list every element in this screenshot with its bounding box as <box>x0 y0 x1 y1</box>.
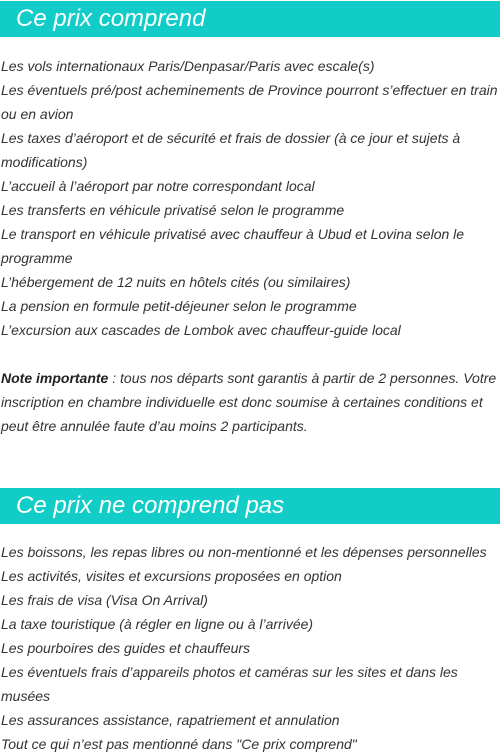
list-item: L’accueil à l’aéroport par notre correspondant local <box>1 178 315 194</box>
list-item: La pension en formule petit-déjeuner selon le programme <box>1 298 357 314</box>
list-item: Les éventuels frais d’appareils photos et caméras sur les sites et dans les musées <box>1 664 458 704</box>
list-item: L’excursion aux cascades de Lombok avec chauffeur-guide local <box>1 322 401 338</box>
list-item: Les transferts en véhicule privatisé selon le programme <box>1 202 345 218</box>
list-item: Les taxes d’aéroport et de sécurité et frais de dossier (à ce jour et sujets à modifications) <box>1 130 461 170</box>
list-item: Les boissons, les repas libres ou non-mentionné et les dépenses personnelles <box>1 544 487 560</box>
list-item: L’hébergement de 12 nuits en hôtels cités (ou similaires) <box>1 274 351 290</box>
note-text: : tous nos départs sont garantis à partir de 2 personnes. Votre inscription en chambre individuelle est donc soumise à certaines conditions et peut être annulée faute d’au moins 2 participants. <box>1 370 497 434</box>
list-item: Les assurances assistance, rapatriement et annulation <box>1 712 340 728</box>
excludes-list <box>0 540 500 756</box>
list-item: La taxe touristique (à régler en ligne ou à l’arrivée) <box>1 616 314 632</box>
list-item: Les éventuels pré/post acheminements de Province pourront s’effectuer en train ou en avion <box>1 82 498 122</box>
important-note <box>0 366 500 438</box>
list-item: Les frais de visa (Visa On Arrival) <box>1 592 208 608</box>
excludes-heading: Ce prix ne comprend pas <box>0 488 500 524</box>
list-item: Les activités, visites et excursions proposées en option <box>1 568 342 584</box>
list-item: Le transport en véhicule privatisé avec chauffeur à Ubud et Lovina selon le programme <box>1 226 465 266</box>
includes-heading: Ce prix comprend <box>0 1 500 37</box>
note-label: Note importante <box>1 370 109 386</box>
list-item: Tout ce qui n’est pas mentionné dans "Ce prix comprend" <box>1 736 357 752</box>
list-item: Les pourboires des guides et chauffeurs <box>1 640 251 656</box>
includes-list <box>0 54 500 342</box>
list-item: Les vols internationaux Paris/Denpasar/Paris avec escale(s) <box>1 58 375 74</box>
